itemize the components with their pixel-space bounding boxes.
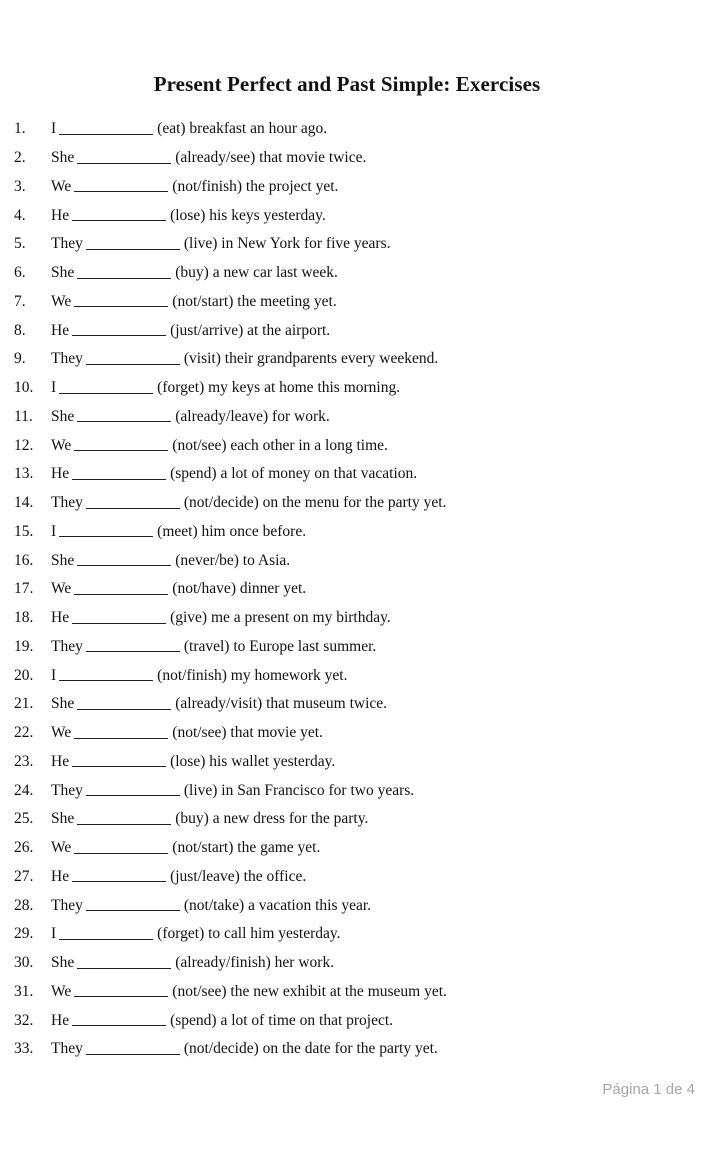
exercise-prompt: (not/see) the new exhibit at the museum yet. — [172, 982, 447, 1000]
exercise-number: 9. — [14, 350, 26, 368]
exercise-prompt: (live) in San Francisco for two years. — [183, 781, 415, 799]
exercise-number: 1. — [14, 120, 26, 138]
exercise-item — [14, 920, 704, 949]
exercise-subject: We — [51, 177, 72, 195]
exercise-prompt: (travel) to Europe last summer. — [183, 637, 377, 655]
exercise-subject: He — [51, 1011, 70, 1029]
answer-blank — [74, 294, 168, 307]
answer-blank — [86, 352, 180, 365]
exercise-number: 4. — [14, 206, 26, 224]
exercise-item — [14, 230, 704, 259]
exercise-subject: She — [51, 407, 75, 425]
exercise-number: 26. — [14, 839, 34, 857]
exercise-number: 28. — [14, 896, 34, 914]
exercise-item — [14, 144, 704, 173]
exercise-subject: She — [51, 264, 75, 282]
answer-blank — [72, 323, 166, 336]
exercise-subject: They — [51, 350, 83, 368]
exercise-item — [14, 949, 704, 978]
exercise-prompt: (just/arrive) at the airport. — [170, 321, 331, 339]
exercise-subject: I — [51, 522, 57, 540]
exercise-prompt: (not/start) the meeting yet. — [172, 292, 337, 310]
exercise-prompt: (not/see) that movie yet. — [172, 724, 323, 742]
answer-blank — [74, 582, 168, 595]
answer-blank — [77, 266, 171, 279]
answer-blank — [72, 869, 166, 882]
answer-blank — [72, 467, 166, 480]
exercise-prompt: (never/be) to Asia. — [175, 551, 291, 569]
answer-blank — [86, 898, 180, 911]
exercise-number: 18. — [14, 609, 34, 627]
answer-blank — [77, 151, 171, 164]
exercise-number: 25. — [14, 810, 34, 828]
exercise-prompt: (give) me a present on my birthday. — [170, 609, 391, 627]
exercise-number: 15. — [14, 522, 34, 540]
answer-blank — [59, 122, 153, 135]
exercise-item — [14, 978, 704, 1007]
exercise-item — [14, 374, 704, 403]
exercise-number: 7. — [14, 292, 26, 310]
exercise-item — [14, 403, 704, 432]
exercise-prompt: (not/finish) the project yet. — [172, 177, 339, 195]
exercise-subject: She — [51, 149, 75, 167]
answer-blank — [72, 754, 166, 767]
exercise-item — [14, 575, 704, 604]
exercise-number: 16. — [14, 551, 34, 569]
exercise-number: 2. — [14, 149, 26, 167]
exercise-number: 31. — [14, 982, 34, 1000]
exercise-subject: We — [51, 436, 72, 454]
exercise-number: 6. — [14, 264, 26, 282]
answer-blank — [74, 841, 168, 854]
exercise-prompt: (already/leave) for work. — [175, 407, 330, 425]
exercise-item — [14, 776, 704, 805]
exercise-subject: He — [51, 609, 70, 627]
exercise-subject: He — [51, 206, 70, 224]
exercise-number: 12. — [14, 436, 34, 454]
exercise-item — [14, 1006, 704, 1035]
answer-blank — [74, 438, 168, 451]
exercise-item — [14, 834, 704, 863]
exercise-subject: I — [51, 925, 57, 943]
answer-blank — [77, 812, 171, 825]
exercise-prompt: (visit) their grandparents every weekend. — [183, 350, 439, 368]
answer-blank — [59, 524, 153, 537]
exercise-item — [14, 690, 704, 719]
exercise-subject: He — [51, 752, 70, 770]
exercise-item — [14, 633, 704, 662]
exercise-prompt: (eat) breakfast an hour ago. — [157, 120, 328, 138]
exercise-number: 20. — [14, 666, 34, 684]
exercise-item — [14, 201, 704, 230]
answer-blank — [86, 783, 180, 796]
answer-blank — [86, 1042, 180, 1055]
exercise-subject: We — [51, 982, 72, 1000]
exercise-item — [14, 259, 704, 288]
exercise-number: 22. — [14, 724, 34, 742]
answer-blank — [59, 668, 153, 681]
exercise-number: 30. — [14, 954, 34, 972]
exercise-number: 17. — [14, 580, 34, 598]
exercise-subject: I — [51, 379, 57, 397]
exercise-subject: They — [51, 1040, 83, 1058]
exercise-subject: We — [51, 839, 72, 857]
exercise-item — [14, 460, 704, 489]
page-title: Present Perfect and Past Simple: Exercises — [153, 72, 541, 97]
exercise-subject: He — [51, 867, 70, 885]
exercise-subject: They — [51, 896, 83, 914]
exercise-number: 3. — [14, 177, 26, 195]
answer-blank — [59, 381, 153, 394]
exercise-prompt: (meet) him once before. — [157, 522, 307, 540]
exercise-number: 13. — [14, 465, 34, 483]
answer-blank — [86, 237, 180, 250]
exercise-prompt: (spend) a lot of money on that vacation. — [170, 465, 418, 483]
exercise-prompt: (lose) his keys yesterday. — [170, 206, 326, 224]
answer-blank — [86, 639, 180, 652]
exercise-prompt: (already/visit) that museum twice. — [175, 695, 388, 713]
exercise-number: 10. — [14, 379, 34, 397]
exercise-number: 14. — [14, 494, 34, 512]
exercise-prompt: (not/decide) on the date for the party yet. — [183, 1040, 438, 1058]
exercise-item — [14, 489, 704, 518]
exercise-prompt: (buy) a new dress for the party. — [175, 810, 369, 828]
answer-blank — [86, 496, 180, 509]
exercise-prompt: (already/finish) her work. — [175, 954, 335, 972]
exercise-item — [14, 661, 704, 690]
exercise-prompt: (buy) a new car last week. — [175, 264, 338, 282]
exercise-prompt: (not/decide) on the menu for the party yet. — [183, 494, 447, 512]
exercise-item — [14, 431, 704, 460]
exercise-number: 19. — [14, 637, 34, 655]
exercise-subject: She — [51, 551, 75, 569]
exercise-subject: We — [51, 292, 72, 310]
exercise-prompt: (not/have) dinner yet. — [172, 580, 307, 598]
answer-blank — [77, 409, 171, 422]
answer-blank — [59, 927, 153, 940]
exercise-prompt: (lose) his wallet yesterday. — [170, 752, 336, 770]
exercise-prompt: (not/take) a vacation this year. — [183, 896, 372, 914]
exercise-subject: He — [51, 465, 70, 483]
exercise-number: 11. — [14, 407, 33, 425]
exercise-prompt: (not/finish) my homework yet. — [157, 666, 348, 684]
exercise-item — [14, 316, 704, 345]
answer-blank — [77, 697, 171, 710]
exercise-item — [14, 288, 704, 317]
exercise-item — [14, 719, 704, 748]
exercise-subject: She — [51, 695, 75, 713]
exercise-number: 5. — [14, 235, 26, 253]
exercise-number: 23. — [14, 752, 34, 770]
exercise-number: 33. — [14, 1040, 34, 1058]
exercise-item — [14, 805, 704, 834]
exercise-subject: I — [51, 120, 57, 138]
exercise-item — [14, 1035, 704, 1064]
answer-blank — [74, 984, 168, 997]
exercise-item — [14, 891, 704, 920]
exercise-number: 21. — [14, 695, 34, 713]
exercise-prompt: (forget) to call him yesterday. — [157, 925, 341, 943]
exercise-subject: We — [51, 724, 72, 742]
exercise-prompt: (just/leave) the office. — [170, 867, 307, 885]
exercise-prompt: (not/start) the game yet. — [172, 839, 321, 857]
exercise-prompt: (spend) a lot of time on that project. — [170, 1011, 394, 1029]
answer-blank — [72, 1013, 166, 1026]
exercise-number: 27. — [14, 867, 34, 885]
exercise-number: 32. — [14, 1011, 34, 1029]
exercise-item — [14, 863, 704, 892]
exercise-subject: She — [51, 954, 75, 972]
exercise-item — [14, 546, 704, 575]
exercise-subject: We — [51, 580, 72, 598]
answer-blank — [77, 956, 171, 969]
exercise-subject: They — [51, 781, 83, 799]
exercise-prompt: (forget) my keys at home this morning. — [157, 379, 401, 397]
exercise-number: 29. — [14, 925, 34, 943]
answer-blank — [74, 179, 168, 192]
page-number: Página 1 de 4 — [602, 1081, 695, 1098]
exercise-subject: They — [51, 235, 83, 253]
exercise-prompt: (not/see) each other in a long time. — [172, 436, 388, 454]
exercise-subject: She — [51, 810, 75, 828]
answer-blank — [74, 726, 168, 739]
exercise-item — [14, 115, 704, 144]
answer-blank — [72, 208, 166, 221]
exercise-number: 8. — [14, 321, 26, 339]
exercise-item — [14, 748, 704, 777]
exercise-item — [14, 345, 704, 374]
answer-blank — [77, 553, 171, 566]
exercise-subject: They — [51, 494, 83, 512]
exercise-subject: They — [51, 637, 83, 655]
exercise-item — [14, 604, 704, 633]
exercise-list — [14, 115, 704, 1064]
exercise-subject: I — [51, 666, 57, 684]
exercise-item — [14, 518, 704, 547]
exercise-item — [14, 173, 704, 202]
exercise-number: 24. — [14, 781, 34, 799]
answer-blank — [72, 611, 166, 624]
exercise-prompt: (live) in New York for five years. — [183, 235, 391, 253]
exercise-prompt: (already/see) that movie twice. — [175, 149, 367, 167]
exercise-subject: He — [51, 321, 70, 339]
